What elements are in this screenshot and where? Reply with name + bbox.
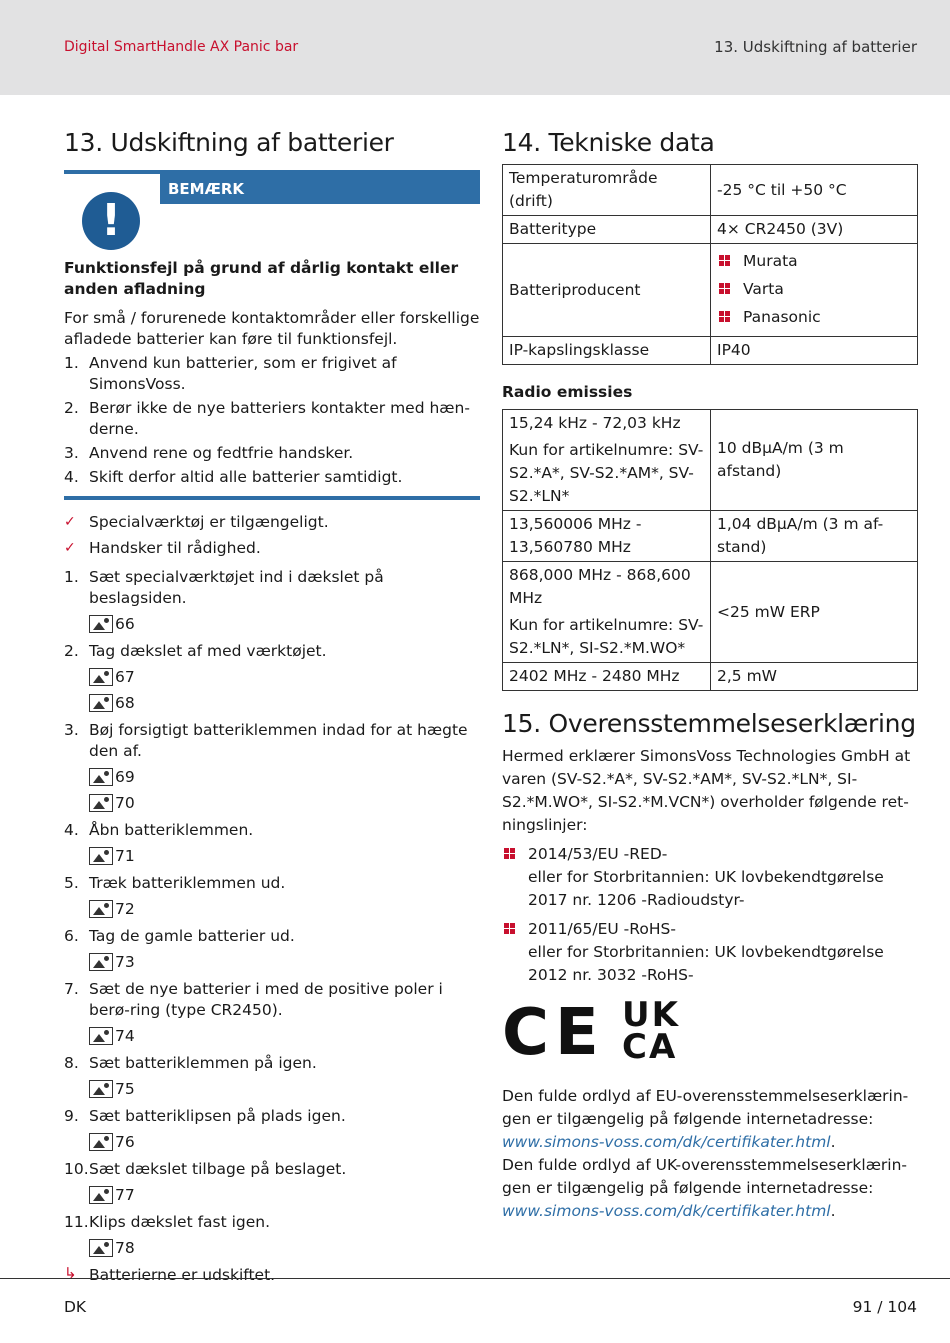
note-box [64,170,480,258]
note-text: For små / forurenede kontaktområder eller forskellige afladede batterier kan føre til funktionsfejl. [64,309,480,348]
step-item: 10. Sæt dækslet tilbage på beslaget. 77 [64,1159,480,1206]
figure-ref[interactable]: 68 [89,692,480,714]
uk-declaration-text: Den fulde ordlyd af UK-overensstemmelseserklærin-gen er tilgængelig på følgende internetadresse: www.simons-voss.com/dk/certifikater.html. [502,1156,908,1220]
list-item: Murata [717,250,911,272]
figure-ref[interactable]: 74 [89,1025,480,1047]
list-item: ✓ Specialværktøj er tilgængeligt. [64,513,329,531]
step-item: 3. Bøj forsigtigt batteriklemmen indad for at hægte den af. 69 70 [64,720,480,814]
table-cell: Batteritype [503,216,711,244]
figure-ref[interactable]: 78 [89,1237,480,1259]
table-row [503,562,918,663]
list-item: 3. Anvend rene og fedtfrie handsker. [64,444,354,462]
image-icon [89,1027,113,1045]
steps-list [64,567,480,1259]
page-header [0,0,950,95]
figure-ref[interactable]: 75 [89,1078,480,1100]
table-cell: IP40 [711,337,918,365]
image-icon [89,900,113,918]
image-icon [89,615,113,633]
page-number: 91 / 104 [852,1298,917,1316]
table-row [503,244,918,337]
check-icon: ✓ [64,540,76,556]
figure-ref[interactable]: 70 [89,792,480,814]
section-14-title: 14. Tekniske data [502,128,715,157]
table-cell: -25 °C til +50 °C [711,165,918,216]
image-icon [89,1186,113,1204]
bullet-icon [719,311,730,322]
conformity-text: Hermed erklærer SimonsVoss Technologies GmbH at varen (SV-S2.*A*, SV-S2.*AM*, SV-S2.*LN*, SI-S2.*M.WO*, SI-S2.*M.VCN*) overholder følgende ret-ningslinjer: [502,747,911,834]
table-cell: 13,560006 MHz - 13,560780 MHz [503,511,711,562]
step-item: 2. Tag dækslet af med værktøjet. 67 68 [64,641,480,714]
section-15-title: 15. Overensstemmelseserklæring [502,709,916,738]
list-item: Panasonic [717,306,911,328]
bullet-icon [719,283,730,294]
table-cell: <25 mW ERP [711,562,918,663]
footer-divider [0,1278,950,1279]
image-icon [89,1133,113,1151]
bullet-icon [504,923,515,934]
result-line: ↳ Batterierne er udskiftet. [64,1264,276,1284]
table-row [503,165,918,216]
figure-ref[interactable]: 69 [89,766,480,788]
list-item: 2. Berør ikke de nye batteriers kontakter med hæn-derne. [64,399,470,438]
step-item: 1. Sæt specialværktøjet ind i dækslet på beslagsiden. 66 [64,567,480,635]
table-cell: Temperaturområde (drift) [503,165,711,216]
list-item: 4. Skift derfor altid alle batterier samtidigt. [64,468,403,486]
tech-data-table [502,164,918,365]
prerequisites-list [64,512,480,559]
image-icon [89,847,113,865]
figure-ref[interactable]: 67 [89,666,480,688]
table-row [503,410,918,511]
footer-language: DK [64,1298,87,1316]
result-arrow-icon: ↳ [64,1264,77,1282]
check-icon: ✓ [64,514,76,530]
image-icon [89,1239,113,1257]
eu-declaration-text: Den fulde ordlyd af EU-overensstemmelseserklærin-gen er tilgængelig på følgende internetadresse: www.simons-voss.com/dk/certifikater.html. [502,1087,909,1151]
step-item: 11. Klips dækslet fast igen. 78 [64,1212,480,1259]
table-cell: 15,24 kHz - 72,03 kHz Kun for artikelnumre: SV-S2.*A*, SV-S2.*AM*, SV-S2.*LN* [503,410,711,511]
eu-certificate-link[interactable]: www.simons-voss.com/dk/certifikater.html [502,1133,831,1151]
figure-ref[interactable]: 77 [89,1184,480,1206]
figure-ref[interactable]: 72 [89,898,480,920]
producer-list [717,250,911,328]
section-13-title: 13. Udskiftning af batterier [64,128,394,157]
table-row [503,511,918,562]
image-icon [89,953,113,971]
step-item: 8. Sæt batteriklemmen på igen. 75 [64,1053,480,1100]
note-list [64,353,480,488]
table-row [503,663,918,691]
image-icon [89,694,113,712]
radio-title: Radio emissies [502,383,633,401]
note-label: BEMÆRK [160,174,480,204]
right-column [502,128,918,1223]
list-item: 2011/65/EU -RoHS- eller for Storbritannien: UK lovbekendtgørelse 2012 nr. 3032 -RoHS- [502,918,918,987]
table-cell: 868,000 MHz - 868,600 MHz Kun for artikelnumre: SV-S2.*LN*, SI-S2.*M.WO* [503,562,711,663]
table-cell: 1,04 dBµA/m (3 m af-stand) [711,511,918,562]
ukca-mark-logo: UK CA [622,995,680,1067]
ce-mark-logo: CE [502,996,605,1070]
image-icon [89,768,113,786]
radio-table [502,409,918,691]
step-item: 5. Træk batteriklemmen ud. 72 [64,873,480,920]
left-column [64,128,480,1286]
directive-list [502,843,918,987]
step-item: 4. Åbn batteriklemmen. 71 [64,820,480,867]
step-item: 9. Sæt batteriklipsen på plads igen. 76 [64,1106,480,1153]
header-product: Digital SmartHandle AX Panic bar [64,39,299,55]
table-cell: 2,5 mW [711,663,918,691]
image-icon [89,1080,113,1098]
figure-ref[interactable]: 73 [89,951,480,973]
list-item: ✓ Handsker til rådighed. [64,539,261,557]
table-cell [711,244,918,337]
image-icon [89,794,113,812]
figure-ref[interactable]: 71 [89,845,480,867]
step-item: 6. Tag de gamle batterier ud. 73 [64,926,480,973]
table-cell: 2402 MHz - 2480 MHz [503,663,711,691]
image-icon [89,668,113,686]
table-row [503,337,918,365]
table-row [503,216,918,244]
table-cell: IP-kapslingsklasse [503,337,711,365]
uk-certificate-link[interactable]: www.simons-voss.com/dk/certifikater.html [502,1202,831,1220]
table-cell: 10 dBµA/m (3 m afstand) [711,410,918,511]
exclamation-icon: ! [82,192,140,250]
figure-ref[interactable]: 76 [89,1131,480,1153]
table-cell: 4× CR2450 (3V) [711,216,918,244]
list-item: 2014/53/EU -RED- eller for Storbritannien: UK lovbekendtgørelse 2017 nr. 1206 -Radioudstyr- [502,843,918,912]
certification-logos [502,995,918,1070]
figure-ref[interactable]: 66 [89,613,480,635]
list-item: 1. Anvend kun batterier, som er frigivet af SimonsVoss. [64,354,397,393]
step-item: 7. Sæt de nye batterier i med de positive poler i berø-ring (type CR2450). 74 [64,979,480,1047]
note-divider [64,496,480,500]
header-section: 13. Udskiftning af batterier [714,38,917,56]
bullet-icon [504,848,515,859]
list-item: Varta [717,278,911,300]
table-cell: Batteriproducent [503,244,711,337]
bullet-icon [719,255,730,266]
note-heading: Funktionsfejl på grund af dårlig kontakt eller anden afladning [64,259,459,298]
